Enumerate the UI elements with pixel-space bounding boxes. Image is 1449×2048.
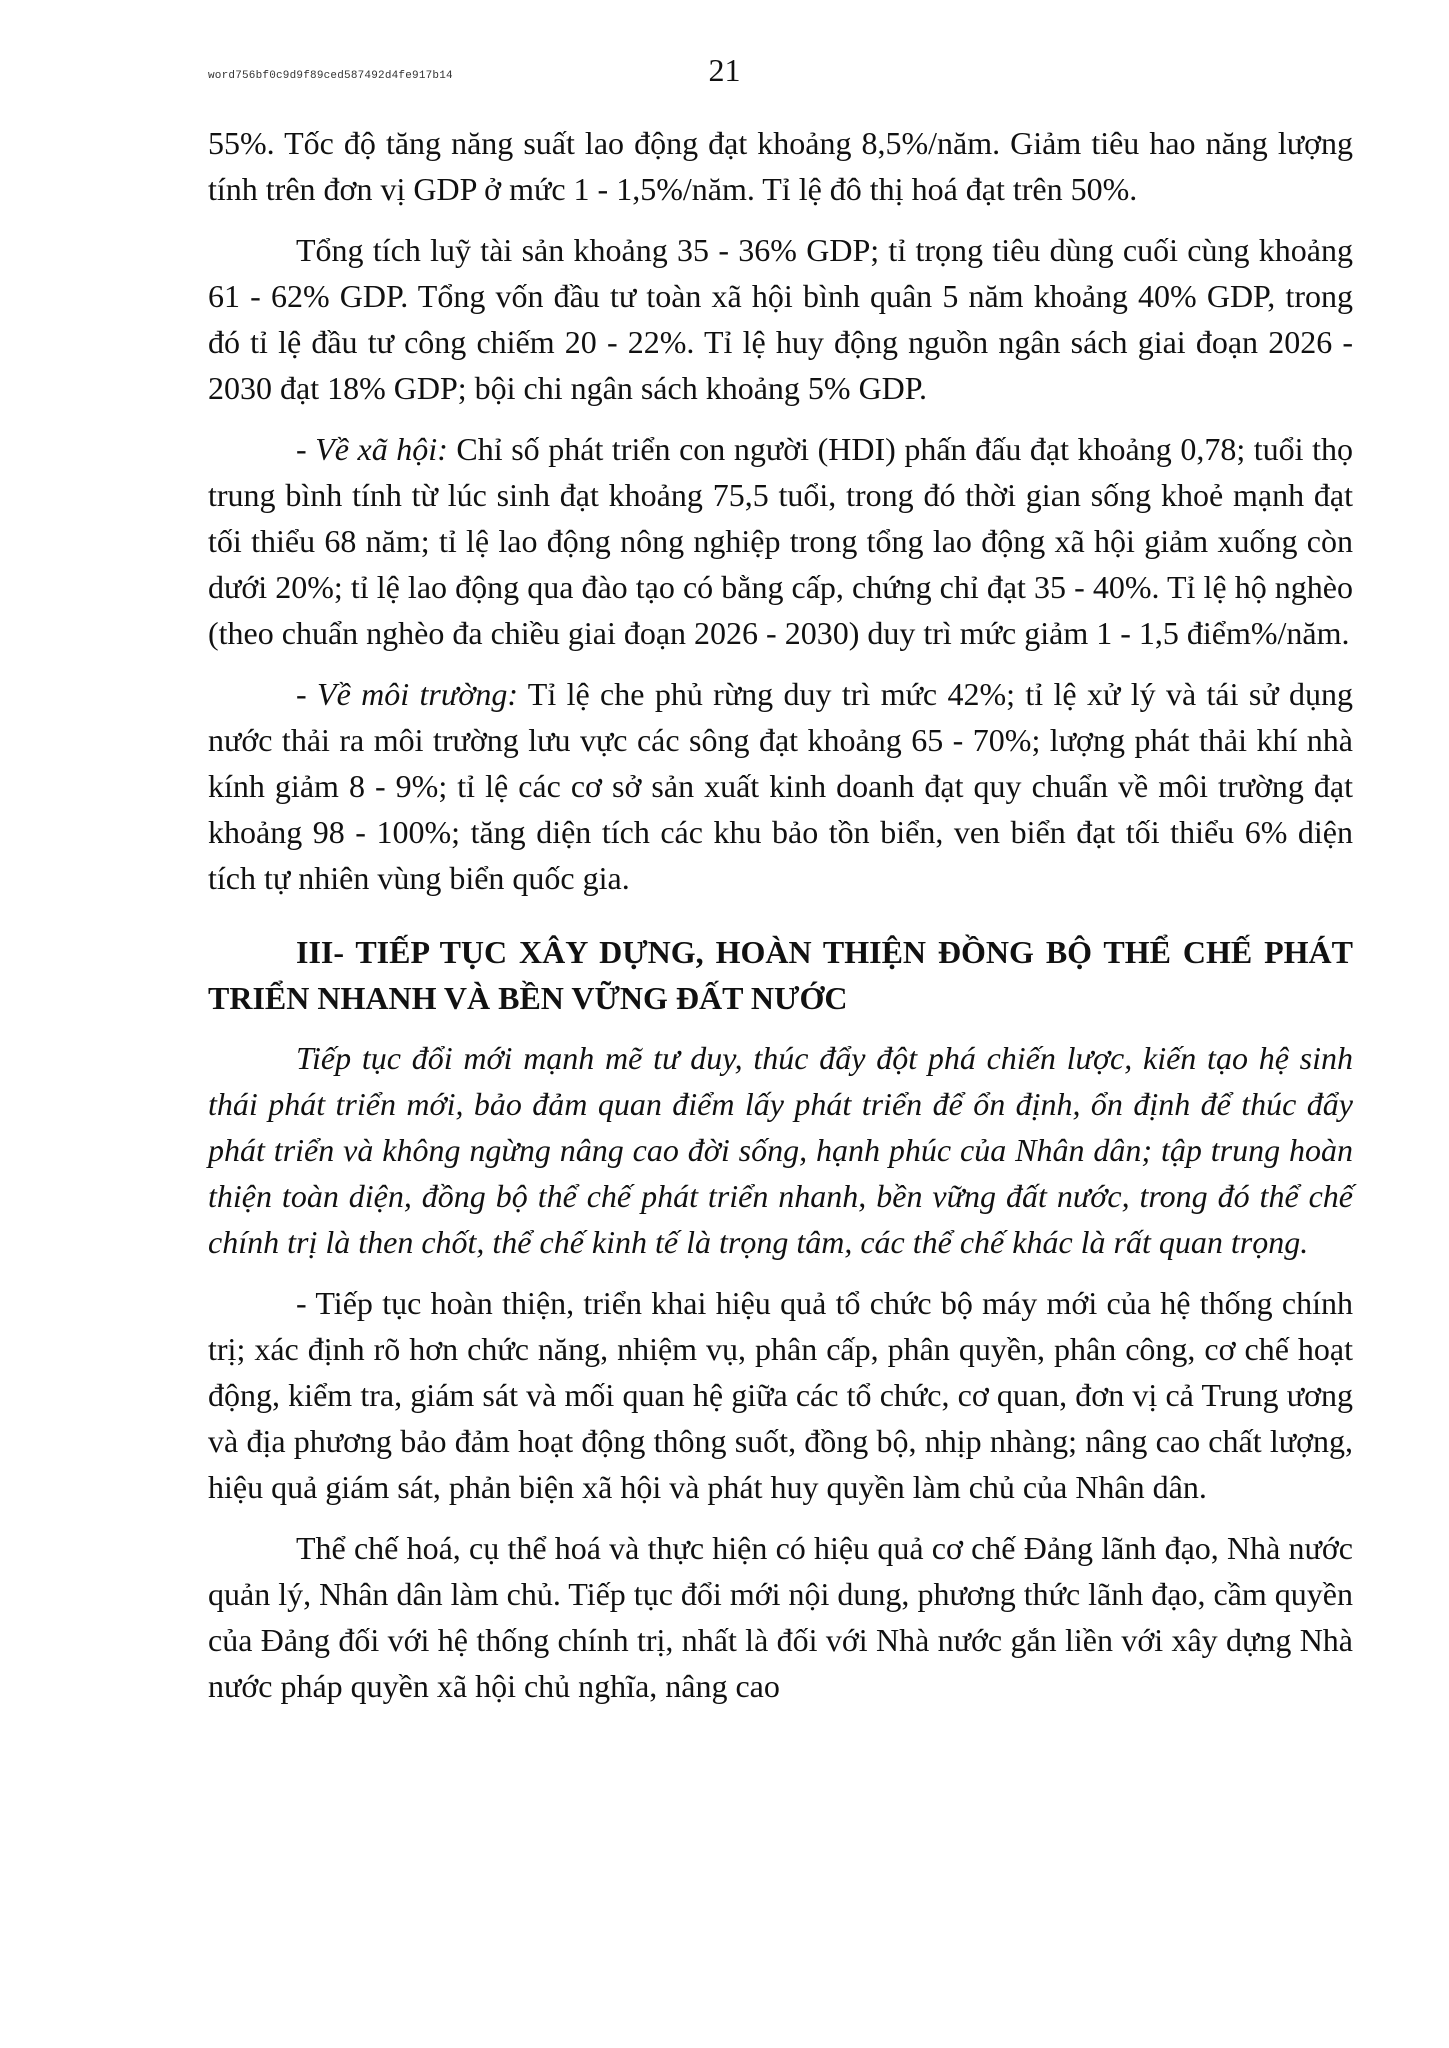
paragraph-continuation: 55%. Tốc độ tăng năng suất lao động đạt khoảng 8,5%/năm. Giảm tiêu hao năng lượng tính trên đơn vị GDP ở mức 1 - 1,5%/năm. Tỉ lệ đô thị hoá đạt trên 50%.: [208, 125, 1353, 207]
page-number: 21: [708, 52, 741, 88]
paragraph-social: [208, 426, 1353, 656]
social-label: - Về xã hội:: [296, 431, 448, 467]
environment-label: - Về môi trường:: [296, 676, 519, 712]
paragraph-environment: [208, 671, 1353, 901]
paragraph-political-system: - Tiếp tục hoàn thiện, triển khai hiệu quả tổ chức bộ máy mới của hệ thống chính trị; xác định rõ hơn chức năng, nhiệm vụ, phân cấp, phân quyền, phân công, cơ chế hoạt động, kiểm tra, giám sát và mối quan hệ giữa các tổ chức, cơ quan, đơn vị cả Trung ương và địa phương bảo đảm hoạt động thông suốt, đồng bộ, nhịp nhàng; nâng cao chất lượng, hiệu quả giám sát, phản biện xã hội và phát huy quyền làm chủ của Nhân dân.: [208, 1285, 1353, 1505]
paragraph-accumulation: Tổng tích luỹ tài sản khoảng 35 - 36% GDP; tỉ trọng tiêu dùng cuối cùng khoảng 61 - 62% GDP. Tổng vốn đầu tư toàn xã hội bình quân 5 năm khoảng 40% GDP, trong đó tỉ lệ đầu tư công chiếm 20 - 22%. Tỉ lệ huy động nguồn ngân sách giai đoạn 2026 - 2030 đạt 18% GDP; bội chi ngân sách khoảng 5% GDP.: [208, 232, 1353, 406]
paragraph-institutionalize: Thể chế hoá, cụ thể hoá và thực hiện có hiệu quả cơ chế Đảng lãnh đạo, Nhà nước quản lý, Nhân dân làm chủ. Tiếp tục đổi mới nội dung, phương thức lãnh đạo, cầm quyền của Đảng đối với hệ thống chính trị, nhất là đối với Nhà nước gắn liền với xây dựng Nhà nước pháp quyền xã hội chủ nghĩa, nâng cao: [208, 1530, 1353, 1704]
environment-text: Tỉ lệ che phủ rừng duy trì mức 42%; tỉ lệ xử lý và tái sử dụng nước thải ra môi trường lưu vực các sông đạt khoảng 65 - 70%; lượng phát thải khí nhà kính giảm 8 - 9%; tỉ lệ các cơ sở sản xuất kinh doanh đạt quy chuẩn về môi trường đạt khoảng 98 - 100%; tăng diện tích các khu bảo tồn biển, ven biển đạt tối thiểu 6% diện tích tự nhiên vùng biển quốc gia.: [208, 676, 1353, 896]
document-id: word756bf0c9d9f89ced587492d4fe917b14: [208, 70, 453, 82]
paragraph-intro-italic: Tiếp tục đổi mới mạnh mẽ tư duy, thúc đẩy đột phá chiến lược, kiến tạo hệ sinh thái phát triển mới, bảo đảm quan điểm lấy phát triển để ổn định, ổn định để thúc đẩy phát triển và không ngừng nâng cao đời sống, hạnh phúc của Nhân dân; tập trung hoàn thiện toàn diện, đồng bộ thể chế phát triển nhanh, bền vững đất nước, trong đó thể chế chính trị là then chốt, thể chế kinh tế là trọng tâm, các thể chế khác là rất quan trọng.: [208, 1040, 1353, 1260]
section-heading: III- TIẾP TỤC XÂY DỰNG, HOÀN THIỆN ĐỒNG BỘ THỂ CHẾ PHÁT TRIỂN NHANH VÀ BỀN VỮNG ĐẤT NƯỚC: [208, 934, 1353, 1016]
document-body: [208, 120, 1353, 1724]
social-text: Chỉ số phát triển con người (HDI) phấn đấu đạt khoảng 0,78; tuổi thọ trung bình tính từ lúc sinh đạt khoảng 75,5 tuổi, trong đó thời gian sống khoẻ mạnh đạt tối thiểu 68 năm; tỉ lệ lao động nông nghiệp trong tổng lao động xã hội giảm xuống còn dưới 20%; tỉ lệ lao động qua đào tạo có bằng cấp, chứng chỉ đạt 35 - 40%. Tỉ lệ hộ nghèo (theo chuẩn nghèo đa chiều giai đoạn 2026 - 2030) duy trì mức giảm 1 - 1,5 điểm%/năm.: [208, 431, 1354, 651]
